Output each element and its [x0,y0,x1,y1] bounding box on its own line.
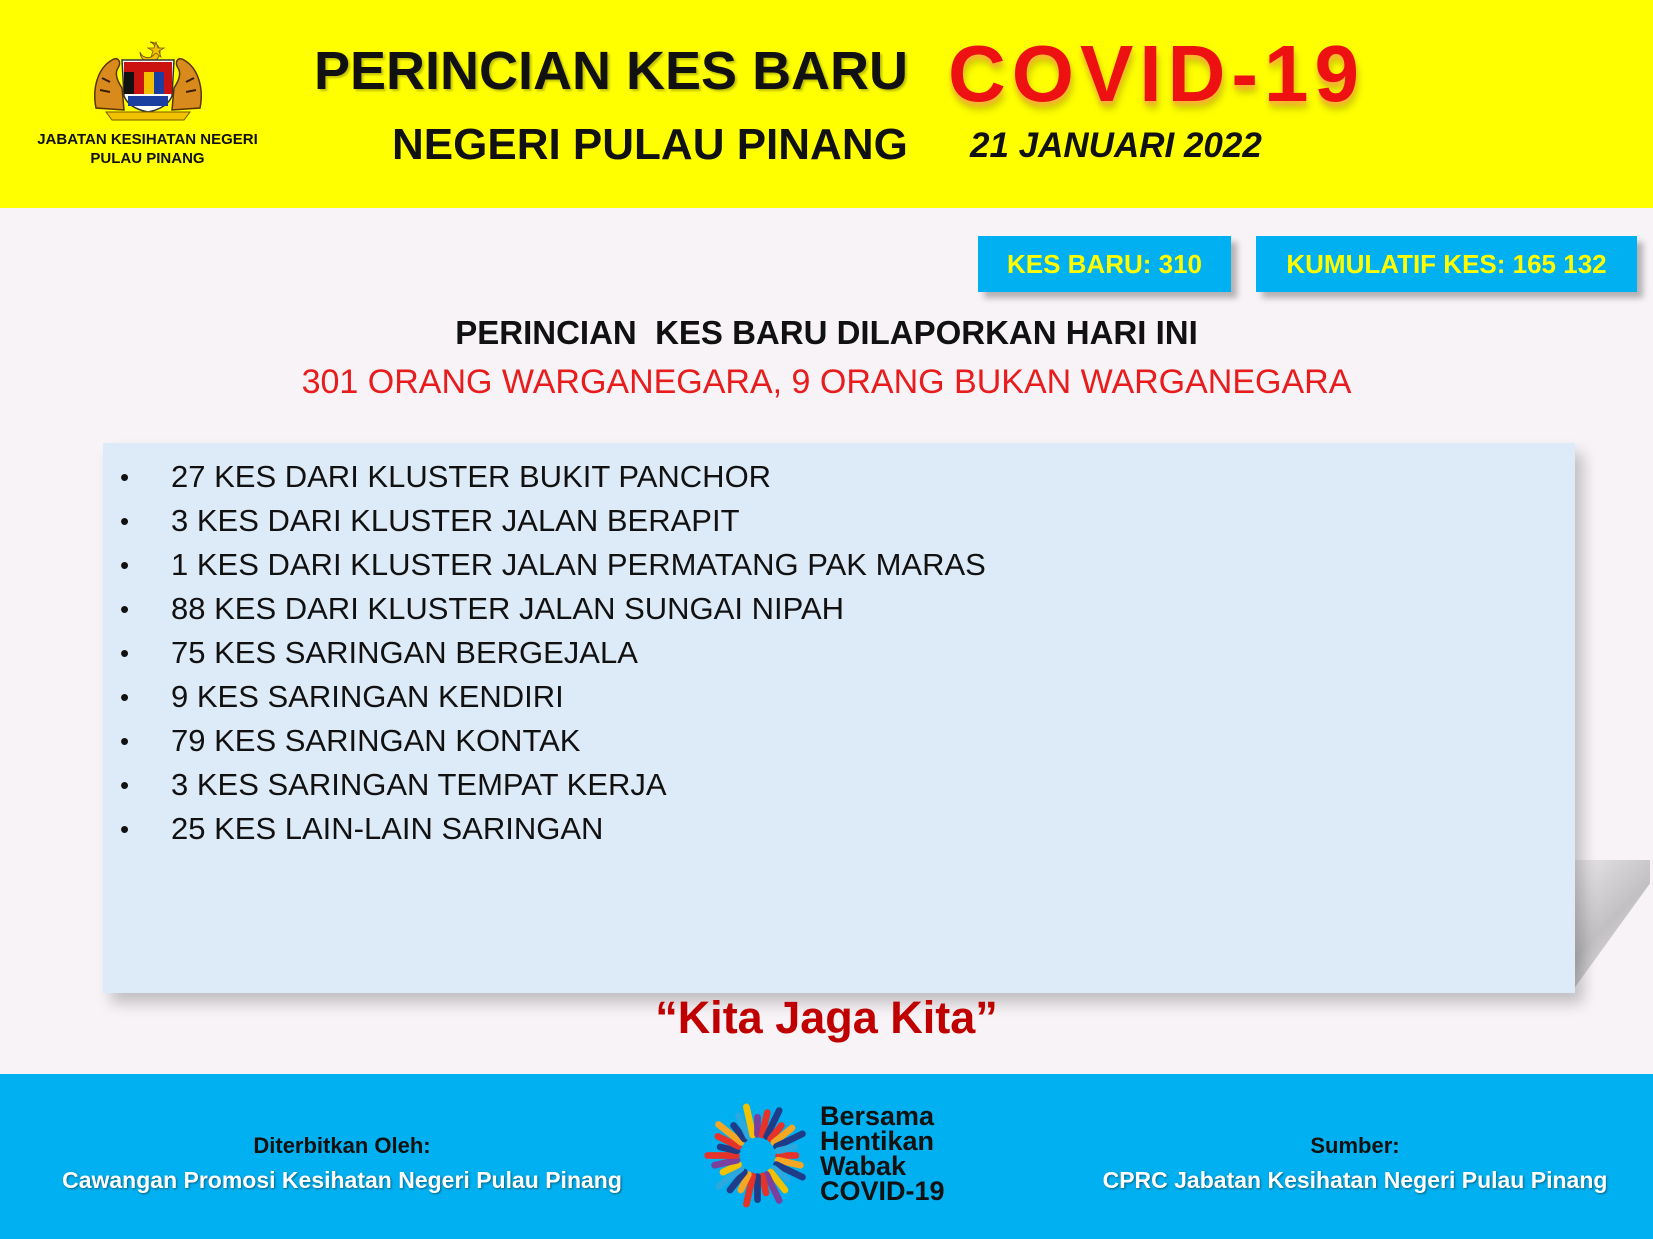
state-title: NEGERI PULAU PINANG [392,120,908,169]
list-item [118,631,986,675]
case-text: 75 KES SARINGAN BERGEJALA [171,635,638,670]
list-item [118,719,986,763]
citizenship-breakdown: 301 ORANG WARGANEGARA, 9 ORANG BUKAN WARGANEGARA [301,363,1352,401]
campaign-line-1: Bersama [820,1101,935,1131]
list-item [118,807,986,851]
bullet-icon: • [120,506,130,536]
new-cases-badge: KES BARU: 310 [978,236,1231,292]
slogan: “Kita Jaga Kita” [655,992,998,1043]
summary-heading: PERINCIAN KES BARU DILAPORKAN HARI INI [455,314,1198,351]
starburst-ray [762,1176,766,1193]
bullet-icon: • [120,726,130,756]
case-text: 25 KES LAIN-LAIN SARINGAN [171,811,604,846]
publisher-label: Diterbitkan Oleh: [253,1133,431,1158]
bullet-icon: • [120,770,130,800]
case-text: 3 KES SARINGAN TEMPAT KERJA [171,767,667,802]
bullet-icon: • [120,638,130,668]
covid-title: COVID-19 [948,29,1365,118]
starburst-logo-icon [700,1098,815,1213]
campaign-logo-text [820,1101,945,1206]
list-item [118,763,986,807]
starburst-ray [778,1147,795,1151]
case-text: 88 KES DARI KLUSTER JALAN SUNGAI NIPAH [171,591,845,626]
header-banner [0,0,1653,208]
bullet-icon: • [120,462,130,492]
campaign-line-2: Hentikan [820,1126,935,1156]
list-item [118,587,986,631]
report-date: 21 JANUARI 2022 [970,126,1262,165]
bullet-icon: • [120,682,130,712]
bullet-icon: • [120,814,130,844]
bullet-icon: • [120,594,130,624]
case-list [118,455,986,851]
case-text: 1 KES DARI KLUSTER JALAN PERMATANG PAK MARAS [171,547,986,582]
malaysia-coat-of-arms-icon [88,38,208,122]
publisher-name: Cawangan Promosi Kesihatan Negeri Pulau Pinang [62,1167,622,1193]
list-item [118,675,986,719]
source-label: Sumber: [1310,1133,1400,1158]
campaign-line-3: Wabak [820,1151,907,1181]
agency-line-2: PULAU PINANG [90,150,205,167]
cumulative-cases-badge: KUMULATIF KES: 165 132 [1256,236,1637,292]
list-item [118,543,986,587]
case-text: 3 KES DARI KLUSTER JALAN BERAPIT [171,503,740,538]
case-text: 27 KES DARI KLUSTER BUKIT PANCHOR [171,459,772,494]
list-item [118,499,986,543]
list-item [118,455,986,499]
campaign-line-4: COVID-19 [820,1176,945,1206]
page-title: PERINCIAN KES BARU [314,41,909,101]
agency-name [20,130,275,168]
source-name: CPRC Jabatan Kesihatan Negeri Pulau Pinang [1102,1167,1608,1193]
case-text: 79 KES SARINGAN KONTAK [171,723,581,758]
case-text: 9 KES SARINGAN KENDIRI [171,679,564,714]
agency-line-1: JABATAN KESIHATAN NEGERI [37,131,258,148]
bullet-icon: • [120,550,130,580]
